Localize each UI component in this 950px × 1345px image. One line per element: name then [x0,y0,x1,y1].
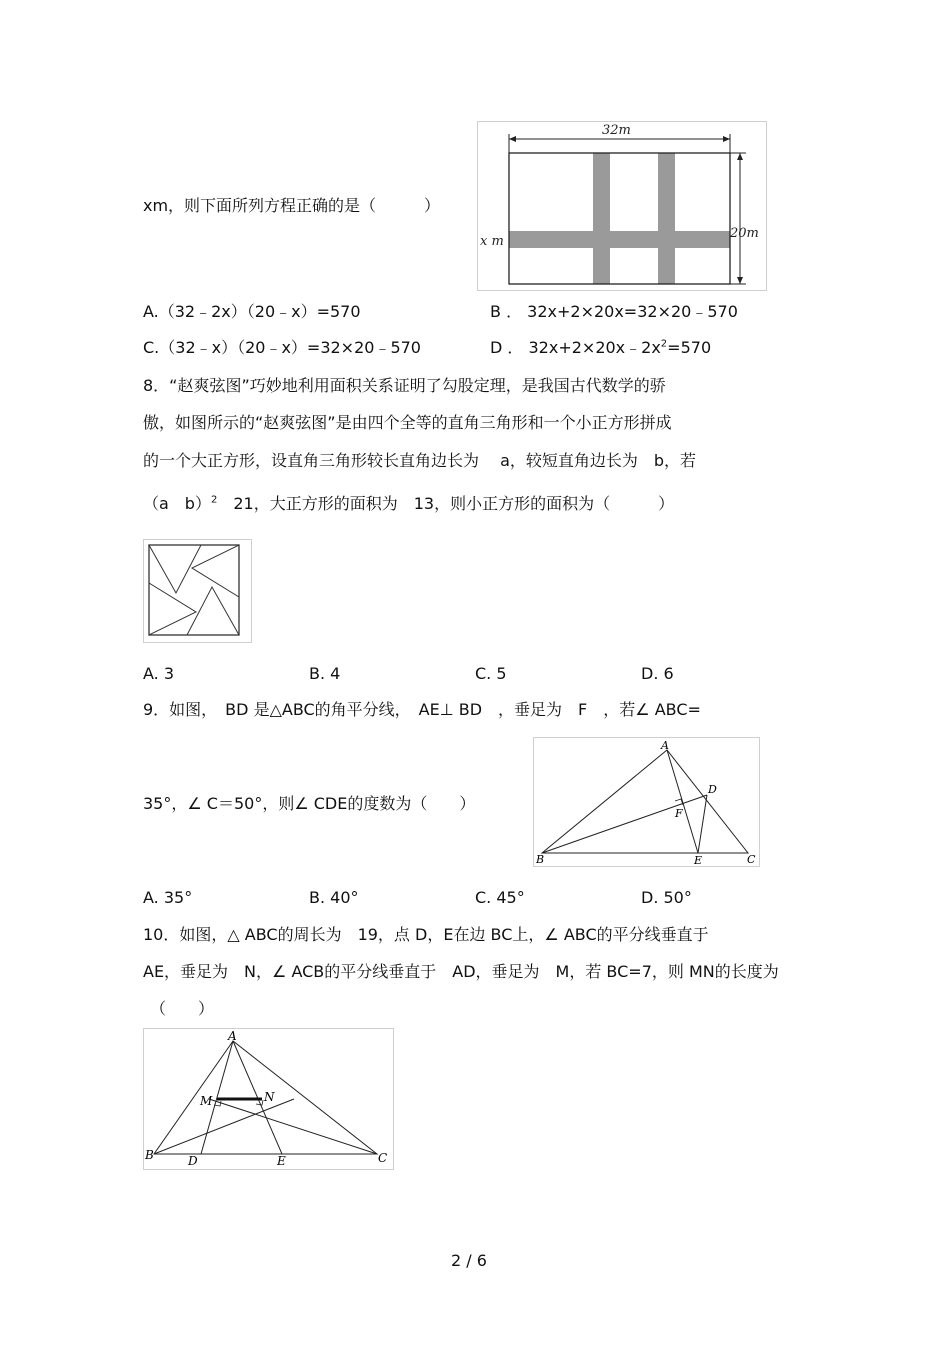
q10-label-b: B [145,1148,154,1162]
q10-line-1: 10．如图，△ ABC的周长为 19，点 D，E在边 BC上，∠ ABC的平分线垂直于 [143,925,709,944]
q8-line-4: （a b）$^2$ 21，大正方形的面积为 13，则小正方形的面积为（ ） [143,494,675,513]
q9-label-d: D [708,783,717,796]
q9-line-1: 9．如图， BD 是△ABC的角平分线， AE⊥ BD ，垂足为 F ，若∠ ABC= [143,700,701,719]
q8-line-2: 傲，如图所示的“赵爽弦图”是由四个全等的直角三角形和一个小正方形拼成 [143,413,672,432]
q7-option-c: C.（32﹣x）（20﹣x）=32×20﹣570 [143,338,421,357]
q8-option-c: C. 5 [475,664,507,683]
label-xm: x m [480,234,504,249]
q7-stem-tail: xm，则下面所列方程正确的是（ ） [143,196,441,215]
q10-label-e: E [277,1154,286,1168]
field-rectangle [509,153,730,284]
q10-label-d: D [188,1154,198,1168]
label-32m: 32m [602,123,631,138]
q10-label-a: A [228,1029,237,1043]
q9-option-b: B. 40° [309,888,359,907]
q9-label-c: C [747,853,756,866]
q9-label-b: B [536,853,545,866]
horizontal-road [509,231,730,248]
q9-label-e: E [694,854,703,866]
label-20m: 20m [730,226,759,241]
q8-zhao-shuang-figure [143,539,252,643]
q9-option-c: C. 45° [475,888,525,907]
q8-line-3: 的一个大正方形，设直角三角形较长直角边长为 a，较短直角边长为 b，若 [143,451,697,470]
q10-line-2: AE，垂足为 N，∠ ACB的平分线垂直于 AD，垂足为 M，若 BC=7，则 MN的长度为 [143,962,779,981]
q10-label-n: N [264,1090,275,1104]
q8-option-a: A. 3 [143,664,175,683]
vertical-road-2 [658,153,675,284]
q9-option-a: A. 35° [143,888,193,907]
q7-option-d: D ． $32x+2\times 20x﹣2x^2=570$ [490,338,712,357]
q10-label-c: C [378,1151,388,1165]
q9-triangle-figure [533,737,760,867]
q9-line-2: 35°，∠ C＝50°，则∠ CDE的度数为（ ） [143,794,476,813]
q9-option-d: D. 50° [641,888,692,907]
q8-option-b: B. 4 [309,664,341,683]
q10-triangle-figure [143,1028,394,1170]
q8-option-d: D. 6 [641,664,674,683]
q7-option-b: B ． 32x+2×20x=32×20﹣570 [490,302,738,321]
q10-label-m: M [200,1094,213,1108]
q9-label-f: F [675,807,683,820]
q8-line-1: 8．“赵爽弦图”巧妙地利用面积关系证明了勾股定理，是我国古代数学的骄 [143,376,666,395]
page-number: 2 / 6 [451,1251,487,1270]
q9-label-a: A [661,739,669,752]
q10-line-3: （ ） [150,999,215,1018]
q7-option-a: A.（32﹣2x）（20﹣x）=570 [143,302,361,321]
q7-road-figure [477,121,767,291]
vertical-road-1 [593,153,610,284]
